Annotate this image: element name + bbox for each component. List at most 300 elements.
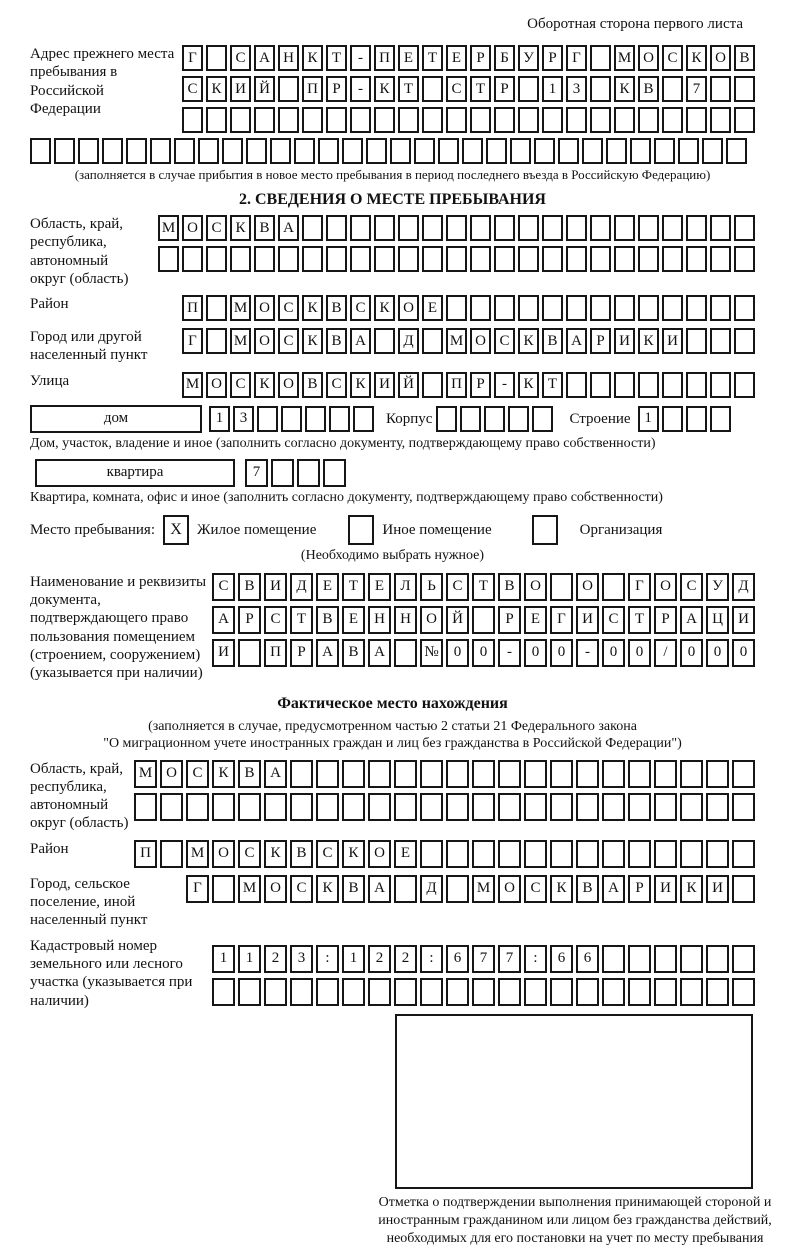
char-box[interactable] [270, 138, 291, 164]
char-box[interactable]: Т [342, 573, 365, 601]
char-box[interactable] [182, 246, 203, 272]
char-box[interactable] [628, 760, 651, 788]
char-box[interactable]: Р [326, 76, 347, 102]
char-box[interactable]: : [316, 945, 339, 973]
char-box[interactable] [550, 840, 573, 868]
char-box[interactable]: С [602, 606, 625, 634]
char-box[interactable] [350, 215, 371, 241]
char-box[interactable]: В [238, 760, 261, 788]
char-box[interactable]: С [182, 76, 203, 102]
char-box[interactable]: Т [470, 76, 491, 102]
char-box[interactable]: Р [628, 875, 651, 903]
char-box[interactable] [78, 138, 99, 164]
char-box[interactable]: К [206, 76, 227, 102]
char-box[interactable] [710, 295, 731, 321]
char-box[interactable]: И [264, 573, 287, 601]
char-box[interactable] [212, 793, 235, 821]
char-box[interactable]: 0 [732, 639, 755, 667]
char-box[interactable]: А [680, 606, 703, 634]
char-box[interactable] [662, 215, 683, 241]
char-box[interactable] [706, 793, 729, 821]
char-box[interactable] [238, 639, 261, 667]
char-box[interactable]: Т [422, 45, 443, 71]
char-box[interactable] [238, 978, 261, 1006]
char-box[interactable] [160, 793, 183, 821]
char-box[interactable]: Д [420, 875, 443, 903]
char-box[interactable]: О [470, 328, 491, 354]
char-box[interactable] [422, 215, 443, 241]
char-box[interactable] [706, 945, 729, 973]
char-box[interactable] [614, 295, 635, 321]
char-box[interactable] [732, 945, 755, 973]
char-box[interactable]: 3 [233, 406, 254, 432]
char-box[interactable] [518, 215, 539, 241]
char-box[interactable] [342, 760, 365, 788]
char-box[interactable] [550, 793, 573, 821]
char-box[interactable] [446, 875, 469, 903]
char-box[interactable]: 0 [472, 639, 495, 667]
char-box[interactable] [706, 978, 729, 1006]
char-box[interactable]: М [614, 45, 635, 71]
char-box[interactable] [518, 76, 539, 102]
char-box[interactable]: 1 [342, 945, 365, 973]
char-box[interactable]: Е [446, 45, 467, 71]
char-box[interactable] [550, 760, 573, 788]
char-box[interactable] [628, 793, 651, 821]
char-box[interactable] [508, 406, 529, 432]
char-box[interactable] [566, 107, 587, 133]
char-box[interactable]: К [302, 45, 323, 71]
char-box[interactable]: К [302, 328, 323, 354]
char-box[interactable] [732, 760, 755, 788]
char-box[interactable] [470, 295, 491, 321]
char-box[interactable]: В [342, 875, 365, 903]
char-box[interactable]: 3 [290, 945, 313, 973]
char-box[interactable]: Ц [706, 606, 729, 634]
char-box[interactable] [254, 246, 275, 272]
char-box[interactable] [302, 107, 323, 133]
char-box[interactable]: П [264, 639, 287, 667]
char-box[interactable] [732, 840, 755, 868]
char-box[interactable]: С [446, 573, 469, 601]
char-box[interactable]: К [614, 76, 635, 102]
char-box[interactable] [566, 215, 587, 241]
char-box[interactable]: К [264, 840, 287, 868]
char-box[interactable] [342, 793, 365, 821]
char-box[interactable]: Е [524, 606, 547, 634]
char-box[interactable] [446, 215, 467, 241]
char-box[interactable] [628, 945, 651, 973]
char-box[interactable]: И [230, 76, 251, 102]
char-box[interactable]: 6 [446, 945, 469, 973]
char-box[interactable] [494, 107, 515, 133]
char-box[interactable] [470, 107, 491, 133]
char-box[interactable]: К [638, 328, 659, 354]
char-box[interactable]: К [342, 840, 365, 868]
char-box[interactable] [614, 215, 635, 241]
char-box[interactable] [550, 978, 573, 1006]
char-box[interactable] [686, 372, 707, 398]
char-box[interactable]: А [350, 328, 371, 354]
char-box[interactable]: Е [422, 295, 443, 321]
char-box[interactable] [30, 138, 51, 164]
char-box[interactable] [662, 107, 683, 133]
char-box[interactable] [602, 840, 625, 868]
char-box[interactable]: Р [498, 606, 521, 634]
char-box[interactable]: - [350, 45, 371, 71]
char-box[interactable] [297, 459, 320, 487]
char-box[interactable]: В [290, 840, 313, 868]
char-box[interactable] [680, 945, 703, 973]
char-box[interactable]: М [186, 840, 209, 868]
char-box[interactable] [462, 138, 483, 164]
char-box[interactable]: С [230, 45, 251, 71]
char-box[interactable] [323, 459, 346, 487]
char-box[interactable] [734, 246, 755, 272]
char-box[interactable] [732, 978, 755, 1006]
char-box[interactable] [374, 107, 395, 133]
char-box[interactable]: С [680, 573, 703, 601]
char-box[interactable]: И [374, 372, 395, 398]
char-box[interactable] [686, 215, 707, 241]
char-box[interactable] [518, 107, 539, 133]
char-box[interactable] [414, 138, 435, 164]
char-box[interactable] [542, 215, 563, 241]
char-box[interactable]: О [206, 372, 227, 398]
char-box[interactable] [542, 295, 563, 321]
char-box[interactable] [206, 295, 227, 321]
char-box[interactable]: Е [316, 573, 339, 601]
char-box[interactable]: 1 [542, 76, 563, 102]
char-box[interactable]: И [212, 639, 235, 667]
char-box[interactable] [460, 406, 481, 432]
char-box[interactable]: К [350, 372, 371, 398]
char-box[interactable] [438, 138, 459, 164]
char-box[interactable]: Д [398, 328, 419, 354]
char-box[interactable] [662, 76, 683, 102]
char-box[interactable]: 2 [394, 945, 417, 973]
char-box[interactable]: О [398, 295, 419, 321]
char-box[interactable]: О [710, 45, 731, 71]
char-box[interactable]: К [230, 215, 251, 241]
char-box[interactable] [606, 138, 627, 164]
char-box[interactable]: Р [590, 328, 611, 354]
char-box[interactable] [686, 406, 707, 432]
char-box[interactable]: Д [732, 573, 755, 601]
char-box[interactable] [472, 978, 495, 1006]
char-box[interactable]: С [662, 45, 683, 71]
char-box[interactable]: С [524, 875, 547, 903]
char-box[interactable] [518, 246, 539, 272]
char-box[interactable]: К [316, 875, 339, 903]
char-box[interactable] [702, 138, 723, 164]
char-box[interactable]: Р [470, 45, 491, 71]
char-box[interactable]: - [350, 76, 371, 102]
char-box[interactable]: 0 [524, 639, 547, 667]
char-box[interactable] [524, 840, 547, 868]
char-box[interactable] [710, 76, 731, 102]
char-box[interactable] [472, 606, 495, 634]
char-box[interactable] [534, 138, 555, 164]
char-box[interactable]: С [230, 372, 251, 398]
char-box[interactable]: С [186, 760, 209, 788]
char-box[interactable] [212, 978, 235, 1006]
char-box[interactable] [498, 840, 521, 868]
house-type-box[interactable]: дом [30, 405, 202, 433]
checkbox-other-premises[interactable] [348, 515, 374, 545]
char-box[interactable] [54, 138, 75, 164]
char-box[interactable] [494, 246, 515, 272]
char-box[interactable] [498, 978, 521, 1006]
char-box[interactable] [102, 138, 123, 164]
char-box[interactable]: 0 [602, 639, 625, 667]
char-box[interactable] [290, 760, 313, 788]
char-box[interactable] [498, 760, 521, 788]
char-box[interactable]: 6 [576, 945, 599, 973]
char-box[interactable] [654, 793, 677, 821]
char-box[interactable]: А [368, 639, 391, 667]
char-box[interactable]: О [368, 840, 391, 868]
char-box[interactable]: 7 [498, 945, 521, 973]
char-box[interactable]: Т [472, 573, 495, 601]
char-box[interactable] [662, 295, 683, 321]
char-box[interactable] [686, 328, 707, 354]
char-box[interactable]: О [254, 328, 275, 354]
char-box[interactable]: Р [290, 639, 313, 667]
char-box[interactable]: М [158, 215, 179, 241]
char-box[interactable] [446, 793, 469, 821]
char-box[interactable]: К [302, 295, 323, 321]
char-box[interactable]: К [518, 372, 539, 398]
char-box[interactable]: К [680, 875, 703, 903]
char-box[interactable]: Е [368, 573, 391, 601]
char-box[interactable]: В [326, 295, 347, 321]
char-box[interactable]: Г [182, 45, 203, 71]
char-box[interactable] [638, 295, 659, 321]
char-box[interactable] [212, 875, 235, 903]
char-box[interactable]: К [550, 875, 573, 903]
char-box[interactable] [566, 372, 587, 398]
char-box[interactable]: С [206, 215, 227, 241]
char-box[interactable] [446, 840, 469, 868]
char-box[interactable] [510, 138, 531, 164]
char-box[interactable] [680, 793, 703, 821]
char-box[interactable] [394, 760, 417, 788]
char-box[interactable] [420, 793, 443, 821]
char-box[interactable]: Й [446, 606, 469, 634]
char-box[interactable]: 1 [212, 945, 235, 973]
char-box[interactable]: И [614, 328, 635, 354]
char-box[interactable]: М [238, 875, 261, 903]
char-box[interactable] [654, 945, 677, 973]
char-box[interactable] [602, 573, 625, 601]
char-box[interactable] [394, 639, 417, 667]
char-box[interactable] [271, 459, 294, 487]
char-box[interactable] [590, 295, 611, 321]
char-box[interactable]: О [524, 573, 547, 601]
char-box[interactable]: Е [342, 606, 365, 634]
char-box[interactable] [436, 406, 457, 432]
char-box[interactable] [654, 138, 675, 164]
char-box[interactable] [654, 840, 677, 868]
char-box[interactable] [638, 107, 659, 133]
char-box[interactable] [150, 138, 171, 164]
char-box[interactable] [710, 215, 731, 241]
char-box[interactable]: В [302, 372, 323, 398]
char-box[interactable] [734, 107, 755, 133]
char-box[interactable]: 1 [638, 406, 659, 432]
char-box[interactable]: А [212, 606, 235, 634]
char-box[interactable]: И [662, 328, 683, 354]
char-box[interactable] [628, 840, 651, 868]
char-box[interactable]: М [472, 875, 495, 903]
char-box[interactable]: О [212, 840, 235, 868]
char-box[interactable]: М [134, 760, 157, 788]
char-box[interactable] [726, 138, 747, 164]
char-box[interactable]: 1 [209, 406, 230, 432]
char-box[interactable] [602, 978, 625, 1006]
char-box[interactable]: О [420, 606, 443, 634]
char-box[interactable] [662, 372, 683, 398]
char-box[interactable]: Й [254, 76, 275, 102]
char-box[interactable]: У [518, 45, 539, 71]
char-box[interactable]: Т [326, 45, 347, 71]
char-box[interactable]: П [374, 45, 395, 71]
char-box[interactable] [524, 978, 547, 1006]
char-box[interactable] [662, 246, 683, 272]
char-box[interactable] [602, 945, 625, 973]
char-box[interactable] [368, 793, 391, 821]
char-box[interactable] [638, 246, 659, 272]
char-box[interactable] [305, 406, 326, 432]
char-box[interactable] [326, 246, 347, 272]
char-box[interactable]: Д [290, 573, 313, 601]
char-box[interactable] [590, 107, 611, 133]
char-box[interactable] [134, 793, 157, 821]
char-box[interactable]: 1 [238, 945, 261, 973]
char-box[interactable] [420, 760, 443, 788]
char-box[interactable] [638, 372, 659, 398]
char-box[interactable] [290, 978, 313, 1006]
char-box[interactable]: В [638, 76, 659, 102]
char-box[interactable] [350, 107, 371, 133]
char-box[interactable]: О [638, 45, 659, 71]
char-box[interactable]: Б [494, 45, 515, 71]
char-box[interactable] [628, 978, 651, 1006]
char-box[interactable] [353, 406, 374, 432]
char-box[interactable] [394, 793, 417, 821]
char-box[interactable] [734, 328, 755, 354]
char-box[interactable] [590, 76, 611, 102]
char-box[interactable]: - [494, 372, 515, 398]
char-box[interactable] [614, 246, 635, 272]
char-box[interactable]: О [278, 372, 299, 398]
char-box[interactable]: 2 [264, 945, 287, 973]
char-box[interactable] [542, 107, 563, 133]
char-box[interactable] [498, 793, 521, 821]
char-box[interactable] [678, 138, 699, 164]
checkbox-residential[interactable]: X [163, 515, 189, 545]
char-box[interactable]: К [212, 760, 235, 788]
apartment-type-box[interactable]: квартира [35, 459, 235, 487]
char-box[interactable] [206, 246, 227, 272]
char-box[interactable] [710, 246, 731, 272]
char-box[interactable]: П [302, 76, 323, 102]
char-box[interactable] [710, 372, 731, 398]
char-box[interactable]: И [732, 606, 755, 634]
char-box[interactable] [662, 406, 683, 432]
char-box[interactable]: - [498, 639, 521, 667]
char-box[interactable] [398, 107, 419, 133]
char-box[interactable]: П [446, 372, 467, 398]
char-box[interactable] [524, 760, 547, 788]
char-box[interactable] [342, 978, 365, 1006]
char-box[interactable] [446, 760, 469, 788]
char-box[interactable]: К [374, 295, 395, 321]
char-box[interactable] [446, 107, 467, 133]
char-box[interactable]: К [518, 328, 539, 354]
char-box[interactable] [398, 215, 419, 241]
char-box[interactable]: Л [394, 573, 417, 601]
char-box[interactable]: А [264, 760, 287, 788]
char-box[interactable]: В [254, 215, 275, 241]
char-box[interactable] [326, 215, 347, 241]
char-box[interactable] [576, 978, 599, 1006]
char-box[interactable] [422, 76, 443, 102]
char-box[interactable] [582, 138, 603, 164]
char-box[interactable]: С [446, 76, 467, 102]
char-box[interactable]: Г [566, 45, 587, 71]
char-box[interactable] [590, 45, 611, 71]
char-box[interactable]: Р [542, 45, 563, 71]
char-box[interactable] [472, 760, 495, 788]
char-box[interactable]: С [264, 606, 287, 634]
char-box[interactable]: В [542, 328, 563, 354]
char-box[interactable] [494, 215, 515, 241]
char-box[interactable] [206, 328, 227, 354]
char-box[interactable] [602, 760, 625, 788]
char-box[interactable] [734, 295, 755, 321]
char-box[interactable] [264, 793, 287, 821]
char-box[interactable]: / [654, 639, 677, 667]
char-box[interactable] [638, 215, 659, 241]
char-box[interactable] [329, 406, 350, 432]
char-box[interactable]: П [134, 840, 157, 868]
char-box[interactable]: В [238, 573, 261, 601]
char-box[interactable]: И [654, 875, 677, 903]
char-box[interactable] [126, 138, 147, 164]
char-box[interactable] [302, 215, 323, 241]
char-box[interactable] [734, 372, 755, 398]
char-box[interactable] [566, 246, 587, 272]
char-box[interactable]: № [420, 639, 443, 667]
char-box[interactable]: Н [368, 606, 391, 634]
char-box[interactable] [368, 978, 391, 1006]
char-box[interactable] [710, 328, 731, 354]
char-box[interactable]: Г [550, 606, 573, 634]
char-box[interactable] [254, 107, 275, 133]
char-box[interactable] [614, 107, 635, 133]
char-box[interactable]: О [254, 295, 275, 321]
char-box[interactable]: А [254, 45, 275, 71]
char-box[interactable] [374, 246, 395, 272]
char-box[interactable]: П [182, 295, 203, 321]
char-box[interactable] [446, 246, 467, 272]
char-box[interactable] [264, 978, 287, 1006]
char-box[interactable] [422, 372, 443, 398]
char-box[interactable]: 2 [368, 945, 391, 973]
char-box[interactable] [238, 793, 261, 821]
